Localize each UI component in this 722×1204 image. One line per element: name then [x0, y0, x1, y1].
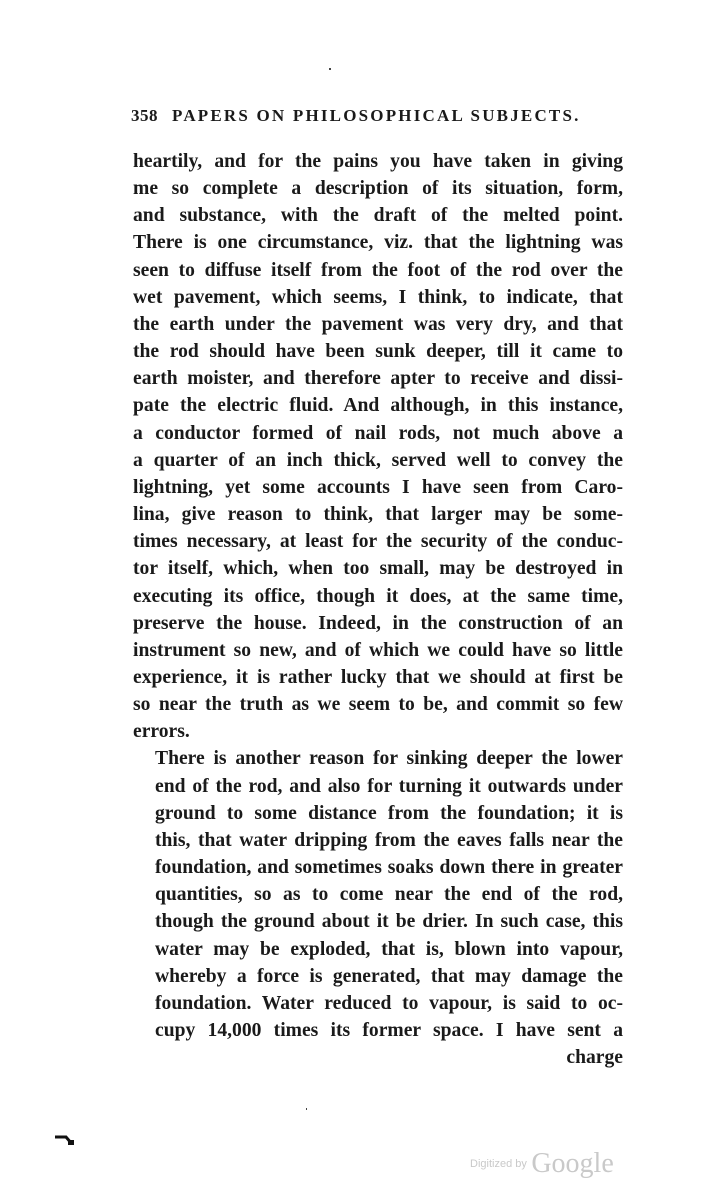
text-line: the earth under the pavement was very dry, and that [133, 313, 623, 335]
text-line: though the ground about it be drier. In such case, this [155, 911, 623, 933]
text-line: tor itself, which, when too small, may be destroyed in [133, 558, 623, 580]
text-line: executing its office, though it does, at the same time, [133, 585, 623, 607]
text-line: lina, give reason to think, that larger may be some- [133, 504, 623, 526]
text-line: water may be exploded, that is, blown into vapour, [155, 938, 623, 960]
text-line: me so complete a description of its situation, form, [133, 178, 623, 200]
page-number: 358 [131, 106, 158, 125]
body-text [133, 148, 623, 1071]
text-line: this, that water dripping from the eaves falls near the [155, 829, 623, 851]
watermark-brand: Google [531, 1148, 614, 1179]
digitized-watermark [470, 1148, 614, 1180]
text-line: the rod should have been sunk deeper, till it came to [133, 341, 623, 363]
text-line: heartily, and for the pains you have taken in giving [133, 151, 623, 172]
text-line: whereby a force is generated, that may damage the [155, 965, 623, 987]
text-line: quantities, so as to come near the end of the rod, [155, 884, 623, 906]
text-line: preserve the house. Indeed, in the construction of an [133, 612, 623, 634]
running-head [131, 106, 623, 126]
catchword: charge [566, 1047, 623, 1069]
text-line: pate the electric fluid. And although, in this instance, [133, 395, 623, 417]
text-line: There is another reason for sinking deeper the lower [155, 748, 623, 770]
text-line: errors. [133, 721, 190, 743]
text-line: lightning, yet some accounts I have seen from Caro- [133, 476, 623, 498]
running-title: PAPERS ON PHILOSOPHICAL SUBJECTS. [172, 106, 581, 125]
paragraph-1 [133, 148, 623, 745]
text-line: end of the rod, and also for turning it outwards under [155, 775, 623, 797]
text-line: foundation. Water reduced to vapour, is said to oc- [155, 992, 623, 1014]
text-line: so near the truth as we seem to be, and commit so few [133, 694, 623, 716]
text-line: There is one circumstance, viz. that the lightning was [133, 232, 623, 254]
paragraph-2 [133, 745, 623, 1071]
text-line: ground to some distance from the foundation; it is [155, 802, 623, 824]
hook-mark-icon [54, 1134, 76, 1146]
watermark-prefix: Digitized by [470, 1158, 527, 1170]
text-line: instrument so new, and of which we could have so little [133, 639, 623, 661]
text-line: a quarter of an inch thick, served well to convey the [133, 449, 623, 471]
text-line: times necessary, at least for the security of the conduc- [133, 531, 623, 553]
text-line: seen to diffuse itself from the foot of the rod over the [133, 259, 623, 281]
corner-mark-icon [54, 1130, 76, 1151]
text-line: experience, it is rather lucky that we should at first be [133, 666, 623, 688]
bottom-speck [306, 1108, 307, 1110]
top-speck [329, 68, 331, 70]
text-line: cupy 14,000 times its former space. I have sent a [155, 1020, 623, 1041]
text-line: a conductor formed of nail rods, not much above a [133, 422, 623, 444]
text-line: wet pavement, which seems, I think, to indicate, that [133, 286, 623, 308]
text-line: and substance, with the draft of the melted point. [133, 205, 623, 227]
text-line: foundation, and sometimes soaks down there in greater [155, 857, 623, 879]
text-line: earth moister, and therefore apter to receive and dissi- [133, 368, 623, 390]
